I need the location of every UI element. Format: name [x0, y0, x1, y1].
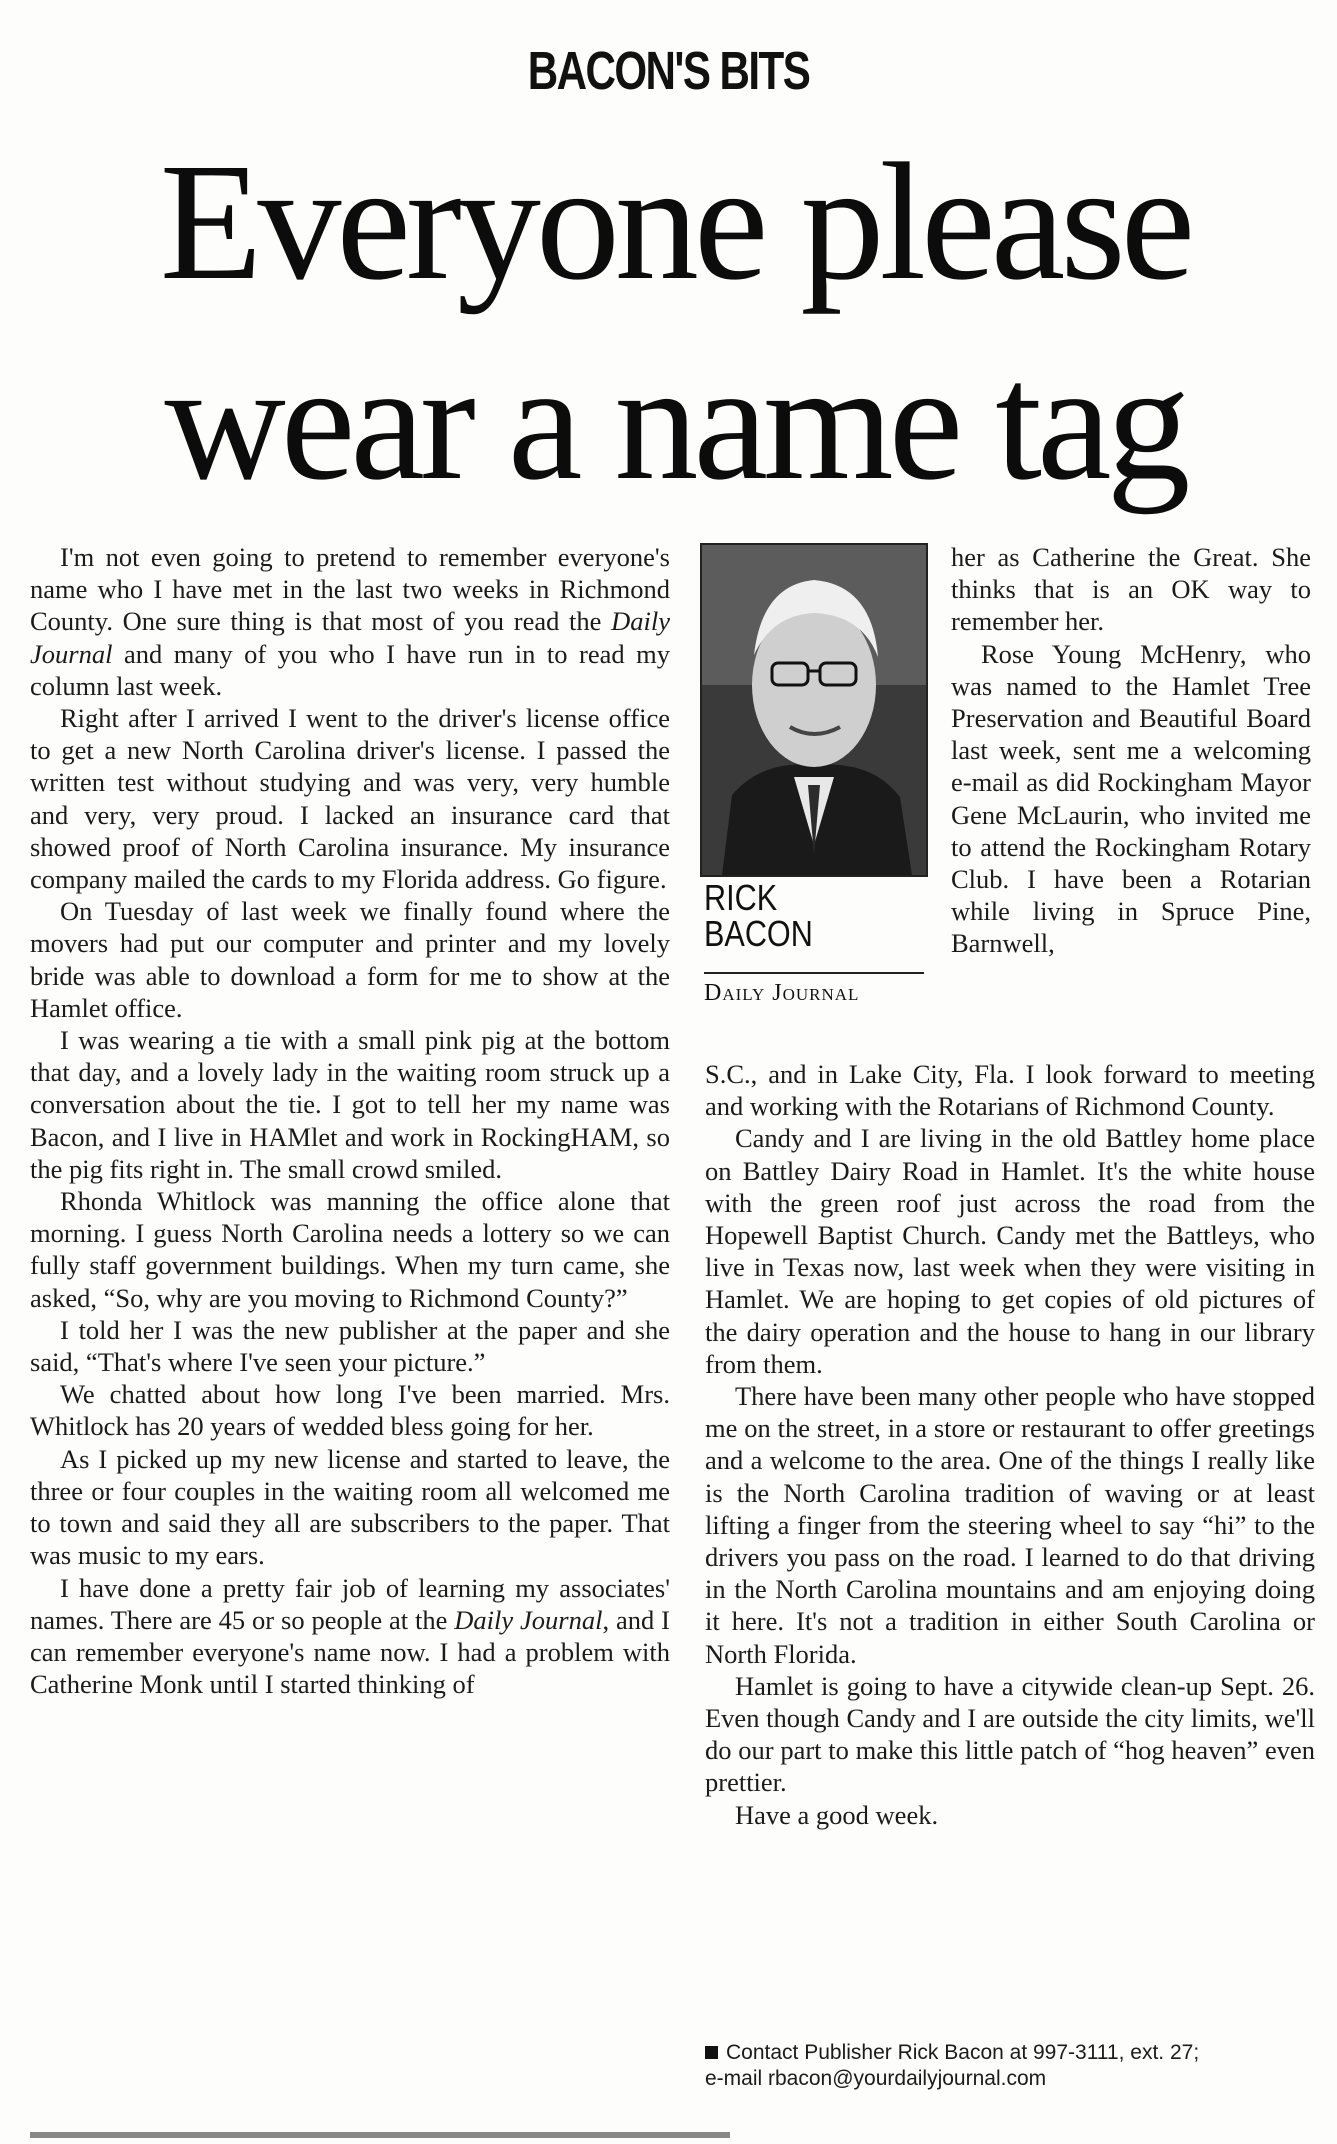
article-column-left — [30, 541, 670, 1700]
portrait-image — [702, 545, 926, 875]
headline-line-2: wear a name tag — [164, 329, 1186, 515]
paragraph: Rhonda Whitlock was manning the office alone that morning. I guess North Carolina needs a lottery so we can fully staff government buildings. When my turn came, she asked, “So, why are you moving to Richmond County?” — [30, 1186, 670, 1313]
paragraph: We chatted about how long I've been married. Mrs. Whitlock has 20 years of wedded bless going for her. — [30, 1379, 670, 1442]
byline-publication: Daily Journal — [704, 980, 860, 1006]
paragraph: I was wearing a tie with a small pink pig at the bottom that day, and a lovely lady in the waiting room struck up a conversation about the tie. I got to tell her my name was Bacon, and I live in HAMlet and work in RockingHAM, so the pig fits right in. The small crowd smiled. — [30, 1025, 670, 1184]
author-photo — [700, 543, 928, 877]
paragraph: I have done a pretty fair job of learning my associates' names. There are 45 or so people at the Daily Journal, and I can remember everyone's name now. I had a problem with Catherine Monk until I started thinking of — [30, 1572, 670, 1700]
paragraph: On Tuesday of last week we finally found where the movers had put our computer and printer and my lovely bride was able to download a form for me to show at the Hamlet office. — [30, 896, 670, 1023]
paragraph: I'm not even going to pretend to remember everyone's name who I have met in the last two weeks in Richmond County. One sure thing is that most of you read the Daily Journal and many of you who I have run in to read my column last week. — [30, 542, 670, 701]
paragraph: As I picked up my new license and started to leave, the three or four couples in the waiting room all welcomed me to town and said they all are subscribers to the paper. That was music to my ears. — [30, 1443, 670, 1571]
article-column-right-bottom — [705, 1058, 1315, 1831]
contact-email: e-mail rbacon@yourdailyjournal.com — [705, 2067, 1047, 2090]
paragraph: Rose Young McHenry, who was named to the Hamlet Tree Preservation and Beautiful Board last week, sent me a welcoming e-mail as did Rockingham Mayor Gene McLaurin, who invited me to attend the Rockingham Rotary Club. I have been a Rotarian while living in Spruce Pine, Barnwell, — [951, 638, 1311, 959]
paragraph: Right after I arrived I went to the driver's license office to get a new North Carolina driver's license. I passed the written test without studying and was very, very humble and very, very proud. I lacked an insurance card that showed proof of North Carolina insurance. My insurance company mailed the cards to my Florida address. Go figure. — [30, 703, 670, 895]
headline-line-1: Everyone please — [159, 129, 1191, 315]
page-bottom-rule — [30, 2132, 730, 2138]
byline-author: RICK BACON — [704, 877, 813, 954]
contact-info: Contact Publisher Rick Bacon at 997-3111, ext. 27; e-mail rbacon@yourdailyjournal.com — [705, 2040, 1325, 2092]
paragraph: Hamlet is going to have a citywide clean-up Sept. 26. Even though Candy and I are outside the city limits, we'll do our part to make this little patch of “hog heaven” even prettier. — [705, 1670, 1315, 1798]
byline-divider — [704, 972, 924, 974]
paragraph: S.C., and in Lake City, Fla. I look forward to meeting and working with the Rotarians of Richmond County. — [705, 1059, 1315, 1122]
article-column-right-top — [951, 541, 1311, 960]
headline — [30, 122, 1320, 522]
paragraph: There have been many other people who have stopped me on the street, in a store or restaurant to offer greetings and a welcome to the area. One of the things I really like is the North Carolina tradition of waving or at least lifting a finger from the steering wheel to say “hi” to the drivers you pass on the road. I learned to do that driving in the North Carolina mountains and am enjoying doing it here. It's not a tradition in either South Carolina or North Florida. — [705, 1381, 1315, 1669]
paragraph: her as Catherine the Great. She thinks that is an OK way to remember her. — [951, 542, 1311, 637]
column-kicker: BACON'S BITS — [527, 41, 810, 101]
bullet-square-icon — [705, 2046, 718, 2059]
paragraph: Have a good week. — [735, 1799, 939, 1830]
paragraph: I told her I was the new publisher at the paper and she said, “That's where I've seen your picture.” — [30, 1314, 670, 1378]
paragraph: Candy and I are living in the old Battley home place on Battley Dairy Road in Hamlet. It's the white house with the green roof just across the road from the Hopewell Baptist Church. Candy met the Battleys, who live in Texas now, last week when they were visiting in Hamlet. We are hoping to get copies of old pictures of the dairy operation and the house to hang in our library from them. — [705, 1123, 1315, 1379]
